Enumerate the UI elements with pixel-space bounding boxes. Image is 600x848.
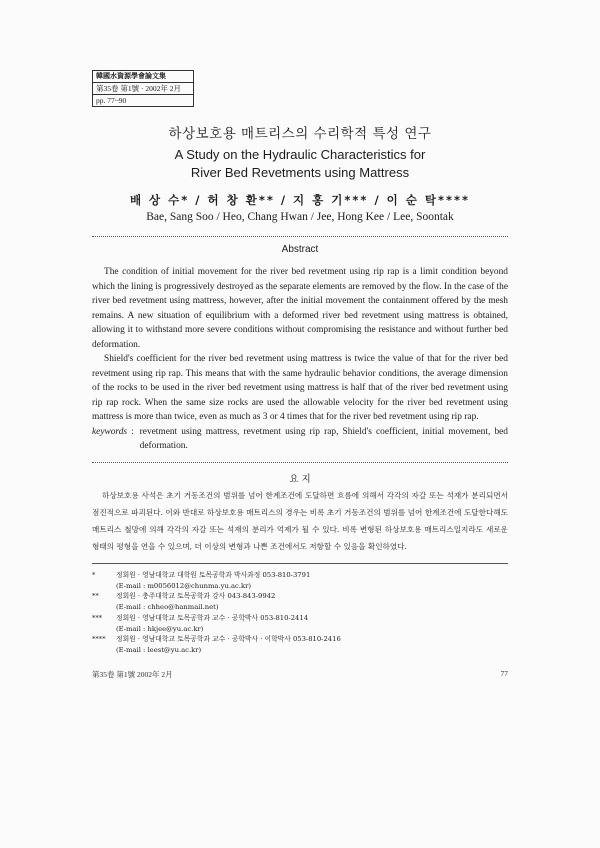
divider-middle bbox=[92, 462, 508, 463]
footnote-mark: ** bbox=[92, 592, 99, 601]
title-english-line1: A Study on the Hydraulic Characteristics for bbox=[174, 147, 426, 162]
footnote-affiliation: 정회원 · 영남대학교 대학원 토목공학과 박사과정 053-810-3791 bbox=[116, 571, 311, 579]
footnote-mark: **** bbox=[92, 635, 106, 644]
footnote-affiliation: 정회원 · 영남대학교 토목공학과 교수 · 공학박사 053-810-2414 bbox=[116, 613, 309, 622]
journal-info-box bbox=[92, 70, 194, 107]
footnote-email: (E-mail : hkjee@yu.ac.kr) bbox=[116, 624, 204, 633]
keywords-line: keywords : revetment using mattress, revetment using rip rap, Shield's coefficient, initial movement, bed deformation. bbox=[92, 425, 508, 454]
footnote-divider bbox=[92, 563, 508, 564]
footnote-item bbox=[92, 591, 508, 612]
authors-korean: 배 상 수* / 허 창 환** / 지 홍 기*** / 이 순 탁**** bbox=[129, 193, 471, 207]
title-korean: 하상보호용 매트리스의 수리학적 특성 연구 bbox=[168, 126, 432, 142]
page-number: 77 bbox=[500, 669, 508, 678]
footnotes bbox=[92, 570, 508, 656]
summary-heading: 요 지 bbox=[289, 474, 311, 485]
abstract-body bbox=[92, 265, 508, 454]
footnote-item bbox=[92, 570, 508, 591]
footer-volume: 第35卷 第1號 2002年 2月 bbox=[92, 670, 173, 679]
summary-text: 하상보호용 사석은 초기 거동조건의 범위를 넘어 한계조건에 도달하면 흐름에 의해서 각각의 자갈 또는 석재가 분리되면서 점진적으로 파괴된다. 이와 반대로 하상보호용 매트리스의 경우는 비록 초기 거동조건의 범위를 넘어 한계조건에 도달한다해도 매트리스 철망에 의해 각각의 자갈 또는 석재의 분리가 억제가 될 수 있다. 비록 변형된 하상보호용 매트리스일지라도 새로운 형태의 평형을 연을 수 있으며, 더 이상의 변형과 나쁜 조건에서도 저항할 수 있음을 확인하였다. bbox=[92, 491, 508, 551]
summary-body bbox=[92, 487, 508, 555]
footnote-email: (E-mail : m0056012@chunma.yu.ac.kr) bbox=[116, 581, 252, 590]
title-english-line2: River Bed Revetments using Mattress bbox=[190, 165, 410, 180]
abstract-heading: Abstract bbox=[281, 244, 319, 255]
footnote-mark: *** bbox=[92, 613, 103, 622]
footnote-affiliation: 정회원 · 영남대학교 토목공학과 교수 · 공학박사 · 이학박사 053-810-2416 bbox=[116, 635, 341, 644]
page-footer bbox=[92, 669, 508, 680]
footnote-item bbox=[92, 634, 508, 655]
keywords-label: keywords bbox=[92, 426, 128, 437]
journal-name: 韓國水資源學會論文集 bbox=[93, 71, 193, 83]
footnote-affiliation: 정회원 · 충주대학교 토목공학과 강사 043-843-9942 bbox=[116, 592, 276, 601]
abstract-paragraph-1: The condition of initial movement for the river bed revetment using rip rap is a limit condition beyond which the lining is progressively destroyed as the separate elements are removed by the flow. In the case of the river bed revetment using mattress, however, after the initial movement the containment offered by the mesh remains. A new situation of equilibrium with a deformed river bed revetment using mattress is obtained, allowing it to withstand more severe conditions without compromising the resistance and without further bed deformation. bbox=[92, 267, 508, 350]
journal-volume: 第35卷 第1號 · 2002年 2月 bbox=[93, 83, 193, 95]
divider-top bbox=[92, 236, 508, 237]
keywords-text: revetment using mattress, revetment using rip rap, Shield's coefficient, initial movement, bed deformation. bbox=[139, 426, 508, 451]
footnote-email: (E-mail : leest@yu.ac.kr) bbox=[116, 645, 202, 654]
footnote-item bbox=[92, 613, 508, 634]
abstract-paragraph-2: Shield's coefficient for the river bed revetment using mattress is twice the value of that for the river bed revetment using rip rap. This means that with the same hydraulic behavior conditions, the average dimension of the rocks to be used in the river bed revetment using mattress is half that of the river bed revetment using rip rap rock. When the same size rocks are used the allowable velocity for the river bed revetment using mattress is more than twice, even as much as 3 or 4 times that for the river bed revetment using rip rap. bbox=[92, 354, 508, 422]
footnote-email: (E-mail : chheo@hanmail.net) bbox=[116, 603, 219, 612]
journal-pages: pp. 77~90 bbox=[96, 96, 127, 105]
authors-english: Bae, Sang Soo / Heo, Chang Hwan / Jee, Hong Kee / Lee, Soontak bbox=[146, 211, 454, 223]
title-english bbox=[0, 146, 600, 182]
footnote-mark: * bbox=[92, 571, 96, 579]
